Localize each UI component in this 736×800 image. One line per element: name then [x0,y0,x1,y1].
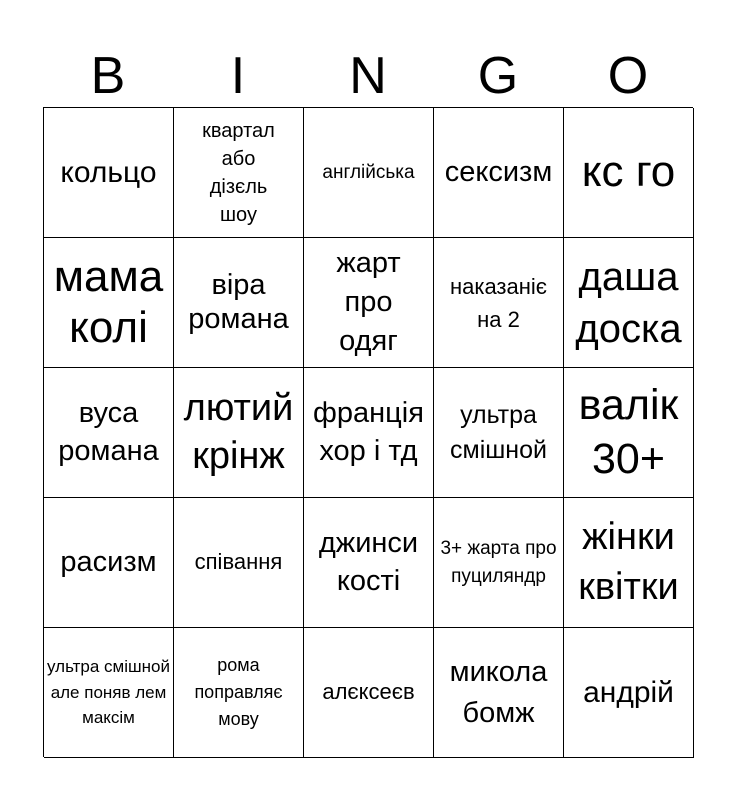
cell-label: кольцо [60,156,157,189]
cell-label: сексизм [444,155,553,188]
bingo-cell[interactable] [174,368,304,498]
bingo-cell[interactable] [174,498,304,628]
bingo-cell[interactable] [304,628,434,758]
cell-label: лютий крінж [183,387,294,477]
bingo-header [43,44,693,108]
cell-label: андрій [583,676,674,709]
bingo-cell[interactable] [564,108,694,238]
cell-label: квартал або дізєль шоу [202,119,275,226]
cell-label: ультра смішной [450,400,547,464]
bingo-cell[interactable] [564,498,694,628]
cell-label: джинси кості [318,526,419,597]
bingo-cell[interactable] [564,368,694,498]
bingo-cell[interactable] [44,628,174,758]
header-letter-b: B [90,47,126,105]
header-letter-o: O [607,47,649,105]
cell-label: кс го [581,147,676,197]
bingo-cell[interactable] [44,238,174,368]
bingo-cell[interactable] [304,368,434,498]
bingo-cell[interactable] [564,628,694,758]
cell-label: микола бомж [449,655,548,729]
header-letter-g: G [477,47,519,105]
cell-label: даша доска [575,254,682,351]
cell-label: жінки квітки [578,516,679,608]
bingo-cell[interactable] [44,108,174,238]
bingo-cell[interactable] [434,628,564,758]
bingo-cell[interactable] [304,498,434,628]
cell-label: співання [194,549,283,575]
cell-label: алєксеєв [322,679,415,705]
cell-label: валік 30+ [578,380,679,483]
bingo-cell[interactable] [434,108,564,238]
bingo-grid [43,107,693,757]
cell-label: вуса романа [58,396,159,467]
bingo-cell[interactable] [304,108,434,238]
bingo-cell[interactable] [174,238,304,368]
bingo-cell[interactable] [434,368,564,498]
bingo-cell[interactable] [434,498,564,628]
header-letter-n: N [349,47,387,105]
bingo-cell[interactable] [174,628,304,758]
cell-label: рома поправляє мову [194,655,283,729]
bingo-cell[interactable] [44,498,174,628]
cell-label: англійська [322,161,415,183]
cell-label: 3+ жарта про пуциляндр [440,537,557,587]
bingo-cell[interactable] [174,108,304,238]
bingo-cell[interactable] [44,368,174,498]
cell-label: мама колі [53,251,164,352]
cell-label: расизм [60,545,157,578]
cell-label: ультра смішной але поняв лем максім [47,657,170,728]
cell-label: віра романа [188,269,289,335]
header-letter-i: I [230,47,246,105]
cell-label: франція хор і тд [313,396,424,467]
bingo-cell[interactable] [434,238,564,368]
bingo-cell[interactable] [304,238,434,368]
cell-label: наказаніє на 2 [449,273,548,332]
cell-label: жарт про одяг [336,246,401,358]
bingo-cell[interactable] [564,238,694,368]
